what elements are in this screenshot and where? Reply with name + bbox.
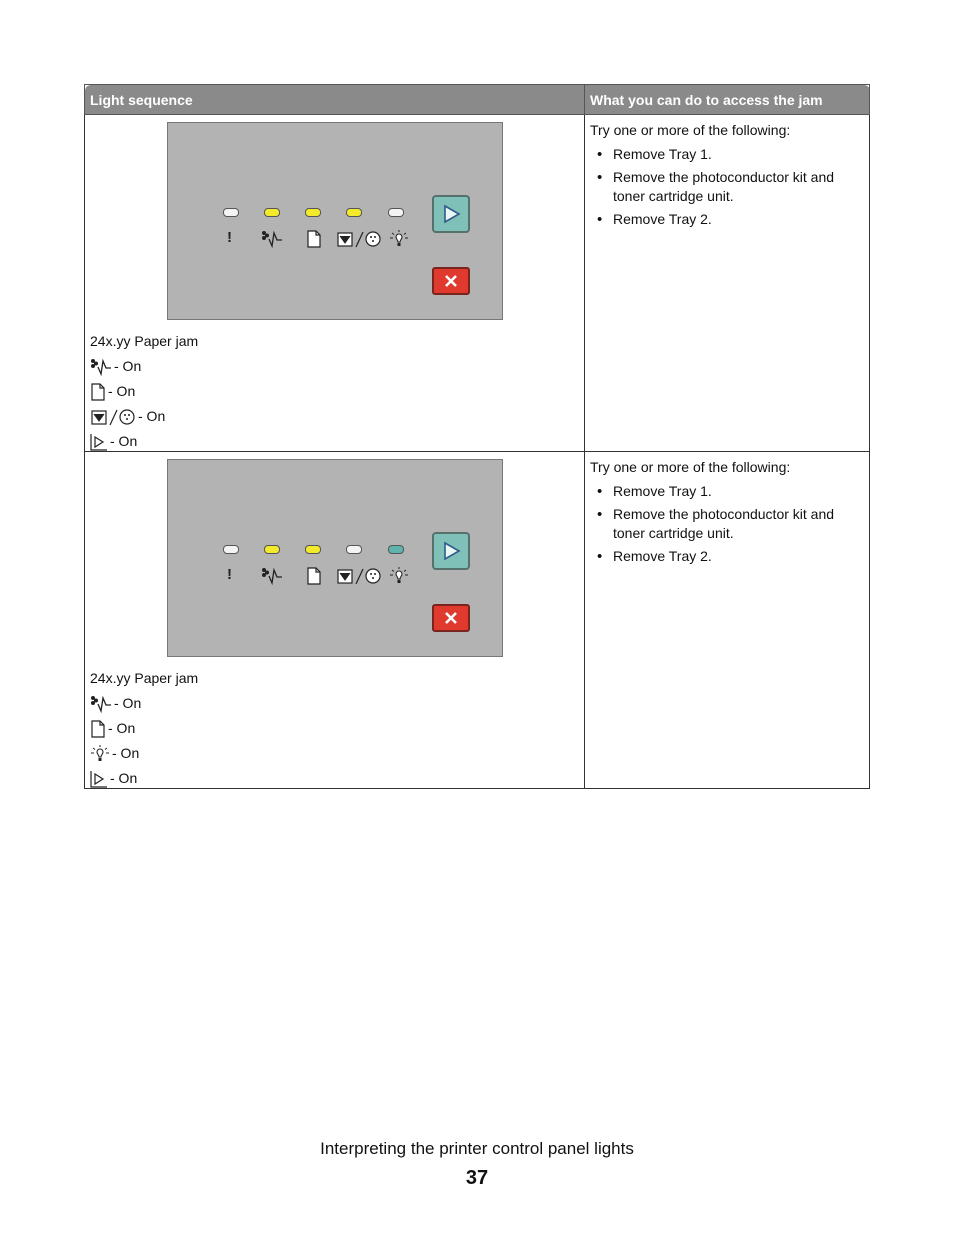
error-icon: !: [227, 566, 232, 583]
continue-button: [432, 195, 470, 233]
indicator-light: [346, 545, 362, 554]
continue-button: [432, 532, 470, 570]
instruction-item: • Remove the photoconductor kit and toner cartridge unit.: [613, 505, 864, 543]
light-sequence-cell: [85, 115, 585, 452]
paper-jam-icon: [90, 695, 114, 713]
instructions-intro: Try one or more of the following:: [590, 122, 791, 138]
toner-photoconductor-icon: [90, 408, 138, 426]
table-row: [85, 452, 870, 789]
light-state-label: - On: [110, 433, 138, 449]
indicator-light: [388, 545, 404, 554]
light-state-label: - On: [114, 695, 142, 711]
indicator-light: [346, 208, 362, 217]
light-state-label: - On: [112, 745, 140, 761]
instruction-item: • Remove Tray 2.: [613, 547, 864, 566]
stop-button: [432, 267, 470, 295]
close-icon: [444, 274, 458, 288]
table-row: [85, 115, 870, 452]
instruction-item: • Remove Tray 1.: [613, 482, 864, 501]
light-state-line: [90, 379, 198, 404]
play-icon: [442, 204, 462, 224]
indicator-light: [305, 545, 321, 554]
ready-icon: [90, 745, 112, 763]
indicator-light: [264, 208, 280, 217]
light-sequence-cell: [85, 452, 585, 789]
light-state-line: [90, 404, 198, 429]
light-state-line: [90, 741, 198, 766]
control-panel-illustration: [167, 459, 503, 657]
instructions-cell: [585, 115, 870, 452]
light-state-line: [90, 691, 198, 716]
sequence-description: [90, 329, 198, 454]
instruction-item: • Remove Tray 2.: [613, 210, 864, 229]
light-state-line: [90, 766, 198, 791]
toner-photoconductor-icon: [336, 567, 382, 589]
sequence-description: [90, 666, 198, 791]
instructions-intro: Try one or more of the following:: [590, 459, 791, 475]
instructions-cell: [585, 452, 870, 789]
stop-button: [432, 604, 470, 632]
close-icon: [444, 611, 458, 625]
load-paper-icon: [306, 230, 322, 252]
sequence-title: 24x.yy Paper jam: [90, 333, 199, 349]
indicator-light: [223, 208, 239, 217]
light-state-label: - On: [110, 770, 138, 786]
indicator-light: [223, 545, 239, 554]
instructions-list: [590, 145, 864, 229]
light-state-line: [90, 716, 198, 741]
indicator-light: [388, 208, 404, 217]
instruction-item: • Remove Tray 1.: [613, 145, 864, 164]
sequence-title: 24x.yy Paper jam: [90, 670, 199, 686]
instructions-list: [590, 482, 864, 566]
light-state-line: [90, 354, 198, 379]
header-access-jam: What you can do to access the jam: [585, 85, 870, 115]
play-icon: [442, 541, 462, 561]
footer-title: Interpreting the printer control panel lights: [320, 1139, 634, 1158]
paper-jam-table: [84, 84, 870, 789]
light-state-line: [90, 429, 198, 454]
continue-icon: [90, 770, 110, 788]
instruction-item: • Remove the photoconductor kit and toner cartridge unit.: [613, 168, 864, 206]
error-icon: !: [227, 229, 232, 246]
continue-icon: [90, 433, 110, 451]
load-paper-icon: [306, 567, 322, 589]
ready-icon: [389, 230, 409, 252]
light-state-label: - On: [114, 358, 142, 374]
control-panel-illustration: [167, 122, 503, 320]
paper-jam-icon: [261, 230, 283, 252]
paper-jam-icon: [90, 358, 114, 376]
header-light-sequence: Light sequence: [85, 85, 585, 115]
page-number: 37: [465, 1167, 489, 1189]
load-paper-icon: [90, 383, 108, 401]
light-state-label: - On: [138, 408, 166, 424]
toner-photoconductor-icon: [336, 230, 382, 252]
paper-jam-icon: [261, 567, 283, 589]
load-paper-icon: [90, 720, 108, 738]
indicator-light: [305, 208, 321, 217]
indicator-light: [264, 545, 280, 554]
light-state-label: - On: [108, 720, 136, 736]
ready-icon: [389, 567, 409, 589]
light-state-label: - On: [108, 383, 136, 399]
